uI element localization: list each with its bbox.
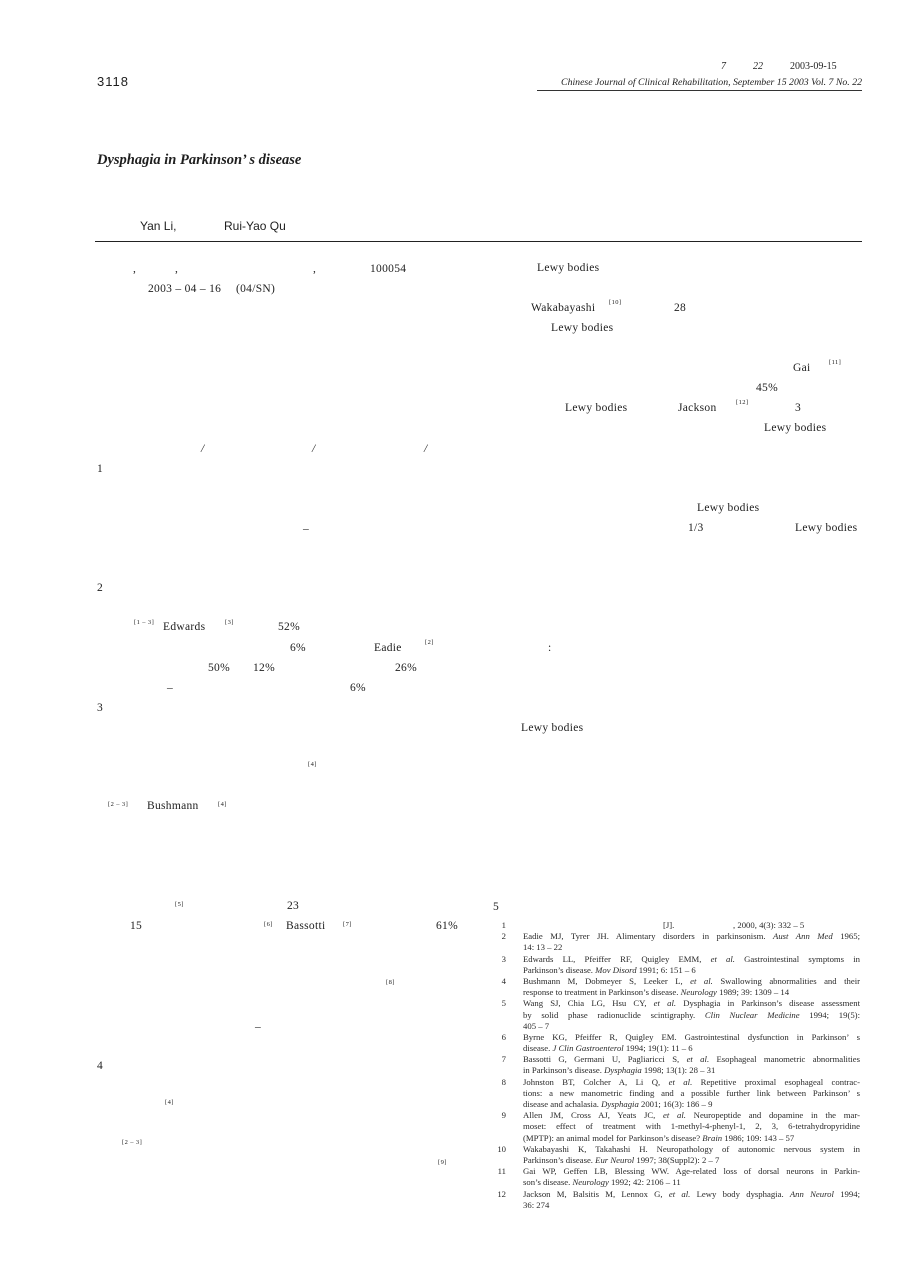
reference-italic-segment: Clin Nuclear Medicine [704,1009,800,1020]
article-title: Dysphagia in Parkinson’ s disease [97,152,302,168]
cited-author: Jackson [678,402,717,414]
reference-segment: Dysphagia in Parkinson’s disease assessment [676,998,860,1009]
reference-number: 3 [501,953,506,964]
cited-author: Wakabayashi [531,302,596,314]
reference-segment: Gastrointestinal symptoms in [734,953,860,964]
citation-superscript: [4] [308,761,317,768]
percentage-value: 50% [208,662,230,674]
reference-segment: Parkinson’s disease. [523,964,596,975]
header-underline [537,90,862,91]
journal-citation-line: Chinese Journal of Clinical Rehabilitation, September 15 2003 Vol. 7 No. 22 [561,77,862,88]
reference-number [492,1043,506,1054]
reference-italic-segment: Aust Ann Med [773,931,833,942]
section-number: 5 [493,901,500,913]
reference-number [492,1021,506,1032]
percentage-value: 6% [290,642,306,654]
page-number: 3118 [97,74,129,89]
term-lewy-bodies: Lewy bodies [697,502,760,514]
received-date: 2003 – 04 – 16 [148,283,222,295]
volume-number: 7 [721,61,726,72]
reference-line [492,965,860,976]
reference-number: 1 [501,920,506,930]
colon: : [548,642,552,654]
reference-number [492,1155,506,1166]
reference-segment: Eadie MJ, Tyrer JH. Alimentary disorders in parkinsonism. [523,931,774,942]
reference-number: 12 [497,1188,506,1199]
reference-text [523,1177,860,1188]
reference-italic-segment: et al. [668,1076,693,1087]
reference-text [523,987,860,998]
reference-text [523,1189,860,1200]
reference-segment: Johnston BT, Colcher A, Li Q, [523,1076,669,1087]
keyword-separator: / [424,443,428,455]
section-number: 3 [97,702,104,714]
reference-segment: Esophageal manometric abnormalities [709,1054,860,1065]
term-lewy-bodies: Lewy bodies [551,322,614,334]
reference-number: 2 [501,931,506,942]
numeric-value: 3 [795,402,802,414]
dash: – [167,682,174,694]
reference-number: 4 [501,975,506,986]
citation-superscript: [3] [225,619,234,626]
reference-text [523,920,860,931]
reference-line [492,1133,860,1144]
reference-italic-segment: Brain [702,1132,723,1143]
section-number: 4 [97,1060,104,1072]
reference-segment: 36: 274 [523,1199,550,1210]
citation-superscript: [9] [438,1159,447,1166]
reference-segment: by solid phase radionuclide scintigraphy. [523,1009,705,1020]
affiliation-separator: , [175,263,179,275]
reference-text [523,1021,860,1032]
reference-number: 9 [501,1110,506,1121]
reference-segment: son’s disease. [523,1177,573,1188]
reference-number [492,1065,506,1076]
reference-segment: (MPTP): an animal model for Parkinson’s disease? [523,1132,703,1143]
reference-number: 8 [501,1076,506,1087]
reference-line [492,976,860,987]
reference-italic-segment: J Clin Gastroenterol [552,1043,624,1054]
section-number: 2 [97,582,104,594]
postal-code: 100054 [370,263,407,275]
reference-details: , 2000, 4(3): 332 – 5 [733,920,805,930]
citation-superscript: [2 – 3] [108,801,129,808]
reference-segment: Repetitive proximal esophageal contrac- [692,1076,860,1087]
reference-text [523,1077,860,1088]
reference-italic-segment: Dysphagia [601,1099,639,1109]
reference-segment: 1998; 13(1): 28 – 31 [641,1065,716,1076]
reference-italic-segment: et al. [668,1188,691,1199]
citation-superscript: [1 – 3] [134,619,155,626]
reference-line [492,1077,860,1088]
reference-italic-segment: et al. [690,975,713,986]
cited-author: Bushmann [147,800,199,812]
reference-segment: tions: a new manometric finding and a possible further link between Parkinson’ s [523,1087,860,1098]
reference-line [492,1010,860,1021]
reference-line [492,931,860,942]
citation-superscript: [4] [165,1099,174,1106]
reference-text [523,1099,860,1110]
reference-text [523,1010,860,1021]
citation-superscript: [11] [829,359,842,366]
reference-segment: 405 – 7 [523,1020,550,1031]
reference-line [492,1121,860,1132]
reference-text [523,1144,860,1155]
citation-superscript: [7] [343,921,352,928]
reference-number: 11 [497,1166,506,1177]
reference-segment: 1989; 39: 1309 – 14 [716,987,790,998]
reference-italic-segment: et al. [663,1110,686,1121]
reference-segment: response to treatment in Parkinson’s disease. [523,987,681,998]
reference-number [492,1177,506,1188]
reference-text [523,1065,860,1076]
citation-superscript: [8] [386,979,395,986]
reference-italic-segment: Neurology [572,1177,609,1188]
reference-citation-type: [J]. [663,920,675,930]
citation-superscript: [5] [175,901,184,908]
reference-segment: Allen JM, Cross AJ, Yeats JC, [523,1110,664,1121]
cited-author: Bassotti [286,920,326,932]
reference-line [492,987,860,998]
affiliation-separator: , [133,263,137,275]
reference-text [523,1088,860,1099]
reference-text [523,1043,860,1054]
reference-text [523,1054,860,1065]
term-lewy-bodies: Lewy bodies [521,722,584,734]
reference-line [492,1155,860,1166]
term-lewy-bodies: Lewy bodies [565,402,628,414]
author-name: Yan Li, [140,219,177,233]
percentage-value: 12% [253,662,275,674]
reference-segment: 14: 13 – 22 [523,942,563,953]
reference-segment: Swallowing abnormalities and their [712,975,860,986]
reference-line [492,1200,860,1211]
reference-number [492,987,506,998]
reference-segment: Neuropeptide and dopamine in the mar- [685,1110,860,1121]
reference-text [523,931,860,942]
reference-segment: moset: effect of treatment with 1-methyl-4-phenyl-1, 2, 3, 6-tetrahydropyridine [523,1121,860,1132]
citation-superscript: [4] [218,801,227,808]
citation-superscript: [2] [425,639,434,646]
reference-line [492,1189,860,1200]
reference-italic-segment: et al. [653,998,677,1009]
reference-text [523,965,860,976]
reference-segment: 1986; 109: 143 – 57 [722,1132,795,1143]
reference-number: 6 [501,1031,506,1042]
reference-segment: 2001; 16(3): 186 – 9 [638,1099,713,1109]
reference-italic-segment: et al. [710,953,735,964]
reference-segment: 1991; 6: 151 – 6 [636,964,696,975]
reference-segment: disease. [523,1043,553,1054]
reference-number [492,1088,506,1099]
reference-italic-segment: Eur Neurol [595,1154,635,1165]
reference-text [523,1121,860,1132]
reference-text [523,1110,860,1121]
reference-segment: Edwards LL, Pfeiffer RF, Quigley EMM, [523,953,711,964]
reference-line [492,998,860,1009]
fraction-value: 1/3 [688,522,704,534]
reference-line [492,954,860,965]
reference-number: 7 [501,1054,506,1065]
reference-italic-segment: Dysphagia [604,1065,642,1076]
reference-italic-segment: Ann Neurol [789,1188,834,1199]
cited-author: Eadie [374,642,402,654]
term-lewy-bodies: Lewy bodies [795,522,858,534]
percentage-value: 26% [395,662,417,674]
section-number: 1 [97,463,104,475]
reference-line [492,1032,860,1043]
dash: – [255,1021,262,1033]
reference-line [492,1166,860,1177]
reference-number [492,942,506,953]
reference-segment: Byrne KG, Pfeiffer R, Quigley EM. Gastrointestinal dysfunction in Parkinson’ s [523,1031,860,1042]
manuscript-code: (04/SN) [236,283,276,295]
citation-superscript: [6] [264,921,273,928]
term-lewy-bodies: Lewy bodies [764,422,827,434]
reference-italic-segment: et al. [686,1054,710,1065]
title-divider [95,241,862,242]
reference-number [492,965,506,976]
reference-text [523,954,860,965]
reference-italic-segment: Neurology [680,987,717,998]
reference-line [492,1043,860,1054]
reference-line [492,1088,860,1099]
reference-segment: 1992; 42: 2106 – 11 [608,1177,681,1188]
reference-number [492,1121,506,1132]
percentage-value: 6% [350,682,366,694]
reference-segment: Bassotti G, Germani U, Pagliaricci S, [523,1054,687,1065]
reference-line [492,1144,860,1155]
reference-segment: Jackson M, Balsitis M, Lennox G, [523,1188,669,1199]
percentage-value: 61% [436,920,458,932]
reference-italic-segment: Mov Disord [595,964,637,975]
keyword-separator: / [312,443,316,455]
affiliation-separator: , [313,263,317,275]
reference-segment: 1994; 19(1): 11 – 6 [623,1043,693,1054]
reference-text [523,1155,860,1166]
reference-list [492,920,860,1211]
issue-date: 2003-09-15 [790,61,837,72]
reference-line [492,1021,860,1032]
reference-text [523,1133,860,1144]
reference-segment: Bushmann M, Dobmeyer S, Leeker L, [523,975,691,986]
reference-segment: Gai WP, Geffen LB, Blessing WW. Age-related loss of dorsal neurons in Parkin- [523,1166,860,1177]
reference-line [492,920,860,931]
reference-number [492,1099,506,1110]
reference-segment: Wakabayashi K, Takahashi H. Neuropathology of autonomic nervous system in [523,1143,860,1154]
percentage-value: 45% [756,382,778,394]
reference-text [523,976,860,987]
numeric-value: 15 [130,920,143,932]
reference-text [523,1166,860,1177]
reference-number [492,1200,506,1211]
cited-author: Gai [793,362,811,374]
reference-segment: Parkinson’s disease. [523,1154,596,1165]
reference-text [523,1032,860,1043]
term-lewy-bodies: Lewy bodies [537,262,600,274]
numeric-value: 23 [287,900,300,912]
reference-segment: 1965; [832,931,860,942]
cited-author: Edwards [163,621,206,633]
reference-segment: 1997; 38(Suppl2): 2 – 7 [634,1154,720,1165]
citation-superscript: [10] [609,299,622,306]
reference-number [492,1133,506,1144]
citation-superscript: [2 – 3] [122,1139,143,1146]
reference-segment: disease and achalasia. [523,1099,602,1109]
reference-number: 5 [501,998,506,1009]
reference-segment: 1994; [833,1188,860,1199]
reference-line [492,942,860,953]
issue-number: 22 [753,61,763,72]
reference-line [492,1054,860,1065]
reference-line [492,1177,860,1188]
author-name: Rui-Yao Qu [224,219,286,233]
reference-text [523,942,860,953]
reference-line [492,1065,860,1076]
reference-line [492,1110,860,1121]
reference-segment: 1994; 19(5): [799,1009,860,1020]
reference-number: 10 [497,1143,506,1154]
reference-segment: in Parkinson’s disease. [523,1065,605,1076]
reference-text [523,1200,860,1211]
percentage-value: 52% [278,621,300,633]
reference-text [523,998,860,1009]
reference-number [492,1010,506,1021]
citation-superscript: [12] [736,399,749,406]
reference-segment: Lewy body dysphagia. [690,1188,790,1199]
reference-segment: Wang SJ, Chia LG, Hsu CY, [523,998,654,1009]
keyword-separator: / [201,443,205,455]
dash: – [303,523,310,535]
reference-line [492,1099,860,1110]
numeric-value: 28 [674,302,687,314]
